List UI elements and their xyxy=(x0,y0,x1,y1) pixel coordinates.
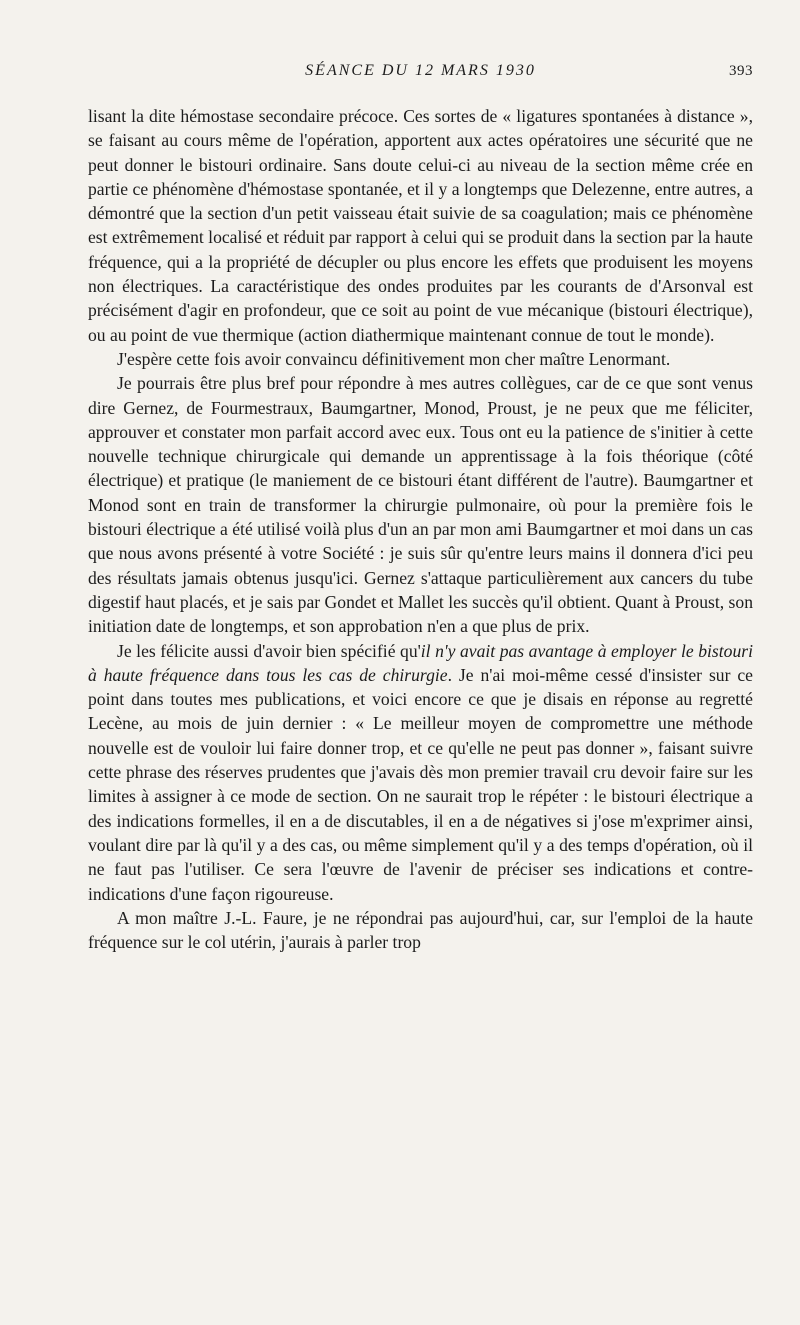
paragraph-indications-start: Je les félicite aussi d'avoir bien spécifié qu' xyxy=(117,640,421,661)
paragraph-continued: lisant la dite hémostase secondaire précoce. Ces sortes de « ligatures spontanées à distance », se faisant au cours même de l'opération, apportent aux actes opératoires une sécurité que ne peut donner le bistouri ordinaire. Sans doute celui-ci au niveau de la section même crée en partie ce phénomène d'hémostase spontanée, et il y a longtemps que Delezenne, entre autres, a démontré que la section d'un petit vaisseau était suivie de sa coagulation; mais ce phénomène est extrêmement localisé et réduit par rapport à celui qui se produit dans la section par la haute fréquence, qui a la propriété de décupler ou plus encore les effets que produisent les moyens non électriques. La caractéristique des ondes produites par les courants de d'Arsonval est précisément d'agir en profondeur, que ce soit au point de vue mécanique (bistouri électrique), ou au point de vue thermique (action diathermique maintenant connue de tout le monde). xyxy=(88,106,753,345)
page-number: 393 xyxy=(729,63,753,79)
paragraph-lenormant: J'espère cette fois avoir convaincu définitivement mon cher maître Lenormant. xyxy=(117,348,671,369)
body-text xyxy=(88,104,753,954)
running-title: SÉANCE DU 12 MARS 1930 xyxy=(305,62,536,79)
page-header xyxy=(88,62,753,86)
paragraph-faure: A mon maître J.-L. Faure, je ne répondrai pas aujourd'hui, car, sur l'emploi de la haute fréquence sur le col utérin, j'aurais à parler trop xyxy=(88,907,753,953)
paragraph-indications-rest: . Je n'ai moi-même cessé d'insister sur ce point dans toutes mes publications, et voici encore ce que je disais en réponse au regretté Lecène, au mois de juin dernier : « Le meilleur moyen de compromettre une méthode nouvelle est de vouloir lui faire donner trop, et ce qu'elle ne peut pas donner », faisant suivre cette phrase des réserves prudentes que j'avais dès mon premier travail cru devoir faire sur les limites à assigner à ce mode de section. On ne saurait trop le répéter : le bistouri électrique a des indications formelles, il en a de discutables, il en a de négatives si j'ose m'exprimer ainsi, voulant dire par là qu'il y a des cas, ou même simplement qu'il y a des temps d'opération, où il ne faut pas l'utiliser. Ce sera l'œuvre de l'avenir de préciser ses indications et contre-indications d'une façon rigoureuse. xyxy=(88,664,753,904)
paragraph-colleagues: Je pourrais être plus bref pour répondre à mes autres collègues, car de ce que sont venus dire Gernez, de Fourmestraux, Baumgartner, Monod, Proust, je ne peux que me féliciter, approuver et constater mon parfait accord avec eux. Tous ont eu la patience de s'initier à cette nouvelle technique chirurgicale qui demande un apprentissage à la fois théorique (côté électrique) et pratique (le maniement de ce bistouri étant différent de l'autre). Baumgartner et Monod sont en train de transformer la chirurgie pulmonaire, où pour la première fois le bistouri électrique a été utilisé voilà plus d'un an par mon ami Baumgartner et moi dans un cas que nous avons présenté à votre Société : je suis sûr qu'entre leurs mains il donnera d'ici peu des résultats jamais obtenus jusqu'ici. Gernez s'attaque particulièrement aux cancers du tube digestif haut placés, et je sais par Gondet et Mallet les succès qu'il obtient. Quant à Proust, son initiation date de longtemps, et son approbation n'en a que plus de prix. xyxy=(88,373,753,637)
italic-quote: il n'y avait pas avantage à employer le bistouri à haute fréquence dans tous les cas de chirurgie xyxy=(88,640,753,685)
paragraph-indications xyxy=(88,639,753,906)
